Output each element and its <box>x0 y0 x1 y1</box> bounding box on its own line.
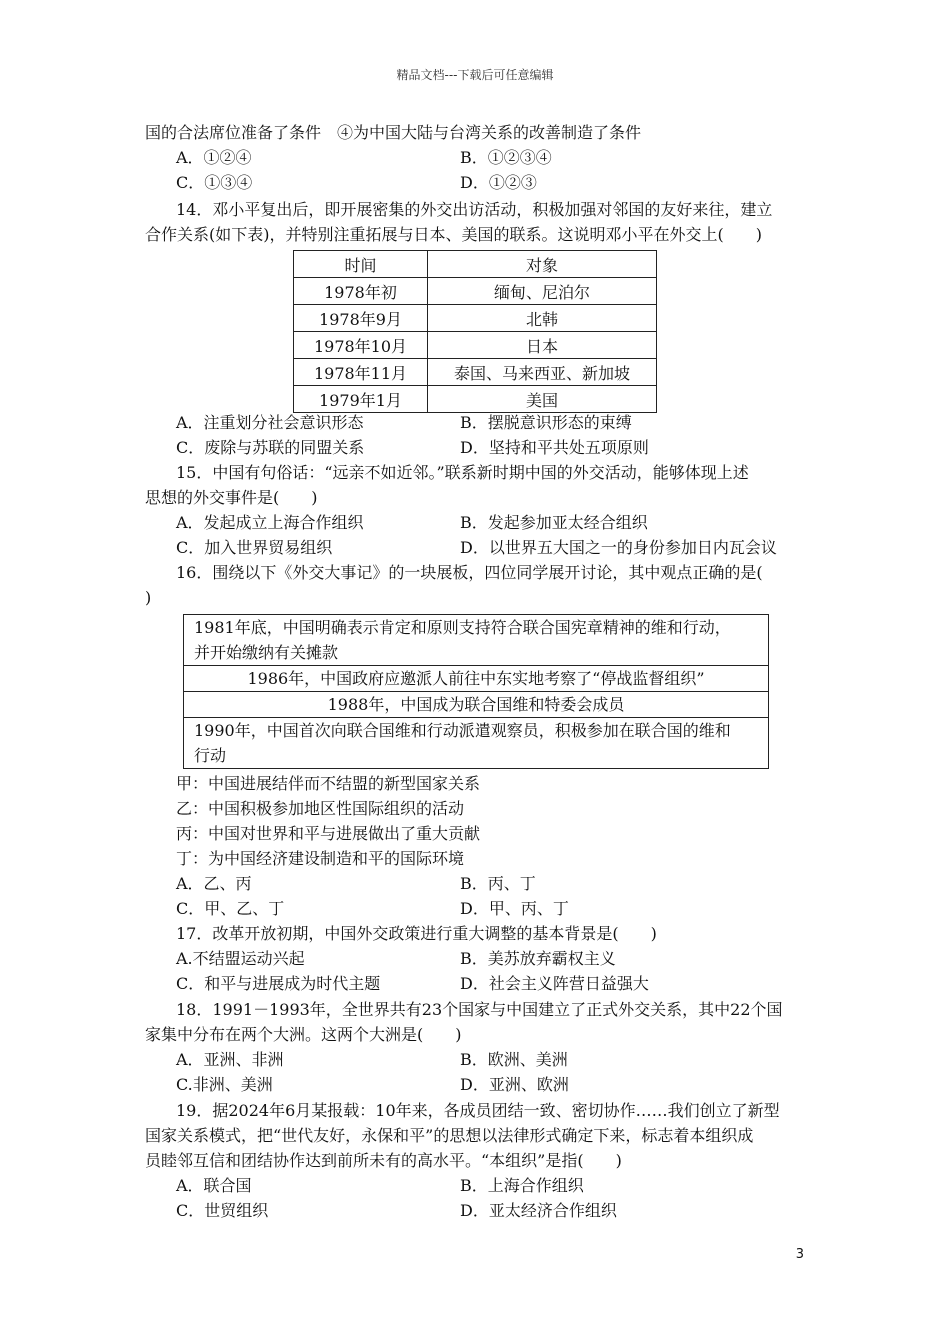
q13-option-c: C．①③④ <box>176 173 253 192</box>
table-cell: 1978年初 <box>294 278 428 305</box>
q16-stem-line2: ) <box>145 588 152 607</box>
table-cell: 1979年1月 <box>294 386 428 413</box>
q16-statement-ding: 丁：为中国经济建设制造和平的国际环境 <box>176 849 465 868</box>
q19-stem-line1: 19．据2024年6月某报载：10年来，各成员团结一致、密切协作……我们创立了新型 <box>176 1101 780 1120</box>
q13-option-d: D．①②③ <box>460 173 537 192</box>
q15-option-a: A．发起成立上海合作组织 <box>176 513 364 532</box>
table-row <box>294 386 657 413</box>
q15-option-d: D．以世界五大国之一的身份参加日内瓦会议 <box>460 538 777 557</box>
q16-option-c: C．甲、乙、丁 <box>176 899 285 918</box>
q19-option-c: C．世贸组织 <box>176 1201 269 1220</box>
event-row: 1988年，中国成为联合国维和特委会成员 <box>184 692 768 718</box>
event-text: 1990年，中国首次向联合国维和行动派遣观察员，积极参加在联合国的维和 <box>194 721 731 740</box>
q16-option-d: D．甲、丙、丁 <box>460 899 569 918</box>
q16-statement-yi: 乙：中国积极参加地区性国际组织的活动 <box>176 799 465 818</box>
q16-option-a: A．乙、丙 <box>176 874 252 893</box>
table-cell: 1978年10月 <box>294 332 428 359</box>
event-row: 1986年，中国政府应邀派人前往中东实地考察了“停战监督组织” <box>184 666 768 692</box>
event-row <box>184 718 768 768</box>
event-row <box>184 615 768 666</box>
q16-statement-bing: 丙：中国对世界和平与进展做出了重大贡献 <box>176 824 481 843</box>
q14-option-b: B．摆脱意识形态的束缚 <box>460 413 632 432</box>
table-row <box>294 278 657 305</box>
page-header: 精品文档---下载后可任意编辑 <box>396 68 554 82</box>
q14-table <box>293 250 657 413</box>
table-cell: 1978年11月 <box>294 359 428 386</box>
q18-option-d: D．亚洲、欧洲 <box>460 1075 569 1094</box>
q17-stem: 17．改革开放初期，中国外交政策进行重大调整的基本背景是( ) <box>176 924 657 943</box>
q14-option-d: D．坚持和平共处五项原则 <box>460 438 649 457</box>
q17-option-c: C．和平与进展成为时代主题 <box>176 974 381 993</box>
page-number: 3 <box>795 1247 804 1262</box>
q15-option-b: B．发起参加亚太经合组织 <box>460 513 648 532</box>
event-text: 行动 <box>194 746 227 765</box>
q14-stem-line1: 14．邓小平复出后，即开展密集的外交出访活动，积极加强对邻国的友好来往，建立 <box>176 200 773 219</box>
q14-stem-line2: 合作关系(如下表)，并特别注重拓展与日本、美国的联系。这说明邓小平在外交上( ) <box>145 225 762 244</box>
table-cell: 缅甸、尼泊尔 <box>428 278 657 305</box>
q19-option-d: D．亚太经济合作组织 <box>460 1201 617 1220</box>
table-cell: 日本 <box>428 332 657 359</box>
q18-stem-line2: 家集中分布在两个大洲。这两个大洲是( ) <box>145 1025 462 1044</box>
q14-option-c: C．废除与苏联的同盟关系 <box>176 438 365 457</box>
q17-option-d: D．社会主义阵营日益强大 <box>460 974 649 993</box>
table-header-row <box>294 251 657 278</box>
q15-stem-line1: 15．中国有句俗话：“远亲不如近邻。”联系新时期中国的外交活动，能够体现上述 <box>176 463 749 482</box>
event-text: 1981年底，中国明确表示肯定和原则支持符合联合国宪章精神的维和行动， <box>194 618 731 637</box>
table-row <box>294 359 657 386</box>
table-cell: 泰国、马来西亚、新加坡 <box>428 359 657 386</box>
table-cell: 美国 <box>428 386 657 413</box>
table-row <box>294 305 657 332</box>
q16-stem-line1: 16．围绕以下《外交大事记》的一块展板，四位同学展开讨论，其中观点正确的是( <box>176 563 763 582</box>
q16-events-box <box>183 614 769 769</box>
q18-option-a: A．亚洲、非洲 <box>176 1050 284 1069</box>
q17-option-b: B．美苏放弃霸权主义 <box>460 949 616 968</box>
table-header-target: 对象 <box>428 251 657 278</box>
q13-option-b: B．①②③④ <box>460 148 552 167</box>
table-row <box>294 332 657 359</box>
q18-option-c: C.非洲、美洲 <box>176 1075 273 1094</box>
q19-option-a: A．联合国 <box>176 1176 252 1195</box>
q19-option-b: B．上海合作组织 <box>460 1176 584 1195</box>
table-header-time: 时间 <box>294 251 428 278</box>
q18-stem-line1: 18．1991－1993年，全世界共有23个国家与中国建立了正式外交关系，其中22个国 <box>176 1000 783 1019</box>
q14-option-a: A．注重划分社会意识形态 <box>176 413 364 432</box>
q17-option-a: A.不结盟运动兴起 <box>176 949 305 968</box>
q15-option-c: C．加入世界贸易组织 <box>176 538 333 557</box>
q18-option-b: B．欧洲、美洲 <box>460 1050 568 1069</box>
q16-option-b: B．丙、丁 <box>460 874 536 893</box>
q15-stem-line2: 思想的外交事件是( ) <box>145 488 318 507</box>
event-text: 并开始缴纳有关摊款 <box>194 643 339 662</box>
q13-option-a: A．①②④ <box>176 148 252 167</box>
table-cell: 1978年9月 <box>294 305 428 332</box>
q16-statement-jia: 甲：中国进展结伴而不结盟的新型国家关系 <box>176 774 481 793</box>
q19-stem-line2: 国家关系模式，把“世代友好，永保和平”的思想以法律形式确定下来，标志着本组织成 <box>145 1126 754 1145</box>
q13-text: 国的合法席位准备了条件 ④为中国大陆与台湾关系的改善制造了条件 <box>145 123 642 142</box>
q19-stem-line3: 员睦邻互信和团结协作达到前所未有的高水平。“本组织”是指( ) <box>145 1151 622 1170</box>
table-cell: 北韩 <box>428 305 657 332</box>
